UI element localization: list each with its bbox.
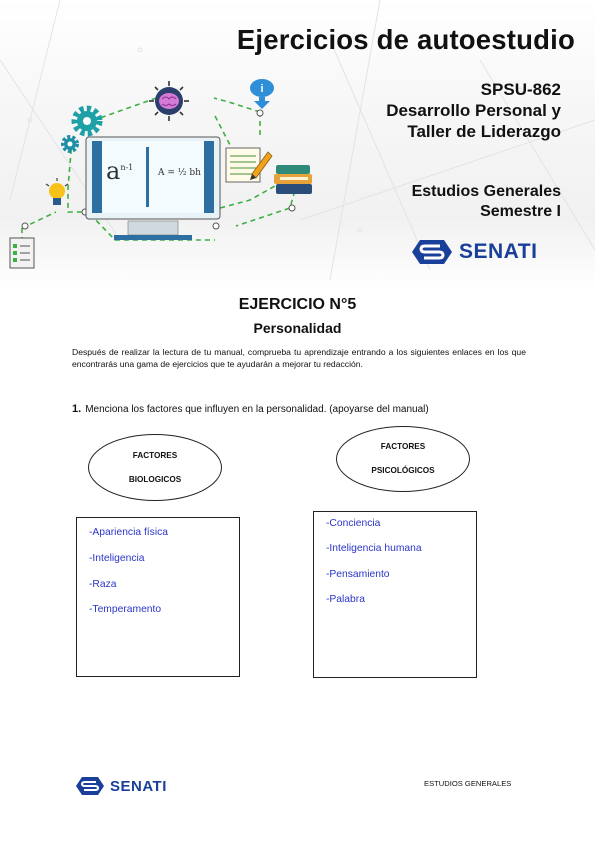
- question-1: [72, 403, 429, 415]
- formula-exponent: $a^{n-1}$: [106, 157, 134, 185]
- oval-label-line2: PSICOLÓGICOS: [371, 466, 435, 475]
- list-item: -Apariencia física: [89, 527, 168, 538]
- senati-logo-icon: [76, 776, 104, 796]
- list-item: -Inteligencia: [89, 553, 145, 564]
- exercise-topic: Personalidad: [253, 320, 342, 336]
- monitor-illustration: [84, 135, 224, 245]
- gear-icon: [70, 104, 104, 138]
- list-item: -Conciencia: [326, 518, 381, 529]
- list-item: -Inteligencia humana: [326, 543, 422, 554]
- oval-psychological-factors: [336, 426, 470, 492]
- small-gear-icon: [60, 134, 80, 154]
- exercise-title: EJERCICIO N°5: [238, 296, 357, 313]
- list-item: -Temperamento: [89, 604, 162, 615]
- oval-label-line1: FACTORES: [132, 450, 178, 460]
- senati-logo-text: SENATI: [110, 777, 167, 795]
- footer-label: ESTUDIOS GENERALES: [424, 779, 512, 788]
- psychological-factors-box: [313, 511, 477, 678]
- senati-logo-text: SENATI: [459, 240, 538, 263]
- footer-senati-logo: [76, 776, 167, 796]
- oval-biological-factors: [88, 434, 222, 501]
- checklist-icon: [8, 236, 38, 270]
- biological-factors-box: [76, 517, 240, 677]
- senati-logo: [412, 238, 537, 266]
- brain-icon: [148, 80, 190, 122]
- notebook-pencil-icon: [224, 146, 274, 186]
- formula-area: A = ½ bh: [158, 168, 201, 178]
- download-cloud-icon: [248, 76, 276, 110]
- lightbulb-icon: [44, 178, 70, 208]
- semester-label: Semestre I: [480, 203, 561, 220]
- senati-logo-icon: [412, 238, 452, 266]
- course-name-line2: Taller de Liderazgo: [407, 122, 561, 141]
- oval-label-line2: BIOLOGICOS: [128, 474, 182, 484]
- list-item: -Palabra: [326, 594, 365, 605]
- books-icon: [272, 163, 316, 197]
- course-code: SPSU-862: [480, 80, 561, 99]
- oval-label-line1: FACTORES: [380, 442, 426, 451]
- list-item: -Raza: [89, 579, 117, 590]
- question-number: 1.: [72, 403, 82, 415]
- intro-paragraph: Después de realizar la lectura de tu manual, comprueba tu aprendizaje entrando a los siguientes enlaces en los que encontrarás una gama de ejercicios que te ayudarán a mejorar tu redacción.: [72, 347, 526, 369]
- svg-text:i: i: [260, 83, 264, 95]
- course-name-line1: Desarrollo Personal y: [386, 101, 561, 120]
- studies-label: Estudios Generales: [411, 183, 561, 200]
- document-title: Ejercicios de autoestudio: [236, 24, 575, 55]
- list-item: -Pensamiento: [326, 569, 390, 580]
- question-text: Menciona los factores que influyen en la personalidad. (apoyarse del manual): [85, 404, 429, 415]
